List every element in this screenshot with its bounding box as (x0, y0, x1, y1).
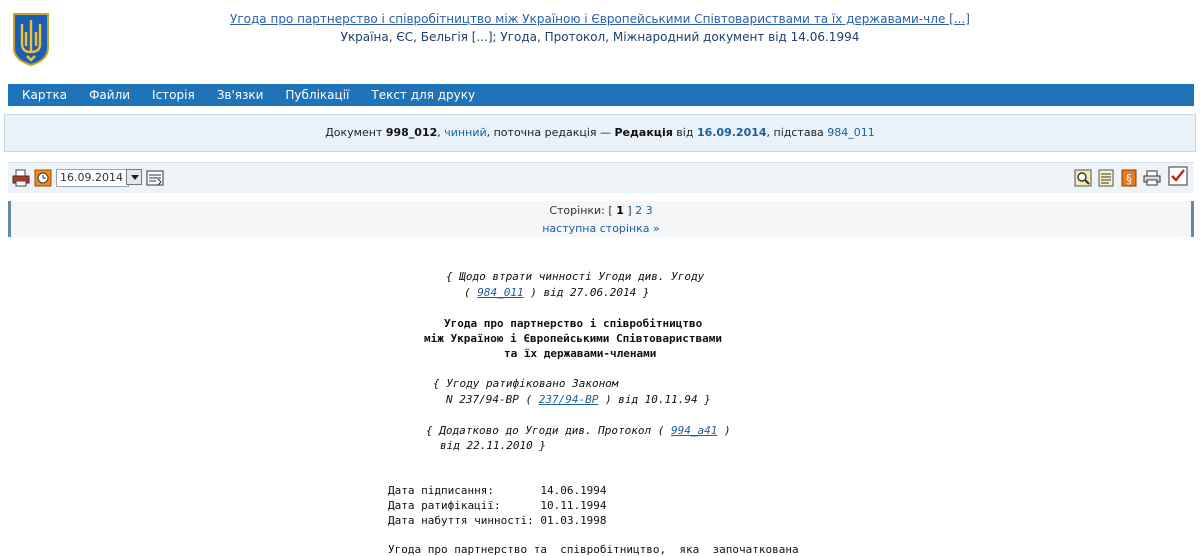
nav-item-history[interactable]: Історія (152, 88, 195, 102)
nav-item-publications[interactable]: Публікації (285, 88, 350, 102)
date-entry-force-label: Дата набуття чинності: (388, 514, 541, 527)
doc-sep: , (437, 126, 445, 139)
compare-icon[interactable] (146, 169, 164, 187)
pager-bracket-close: ] (623, 204, 632, 217)
doc-basis-label: , підстава (766, 126, 828, 139)
note3-pre: { Додатково до Угоди див. Протокол ( (426, 424, 672, 437)
note-ratified-ref (446, 393, 711, 406)
date-entry-force-row (388, 514, 607, 527)
doc-edition-label: Редакція (614, 126, 673, 139)
date-signing-label: Дата підписання: (388, 484, 541, 497)
note2-post: ) від 10.11.94 } (598, 393, 711, 406)
page-navigator (8, 201, 1194, 237)
svg-text:§: § (1126, 172, 1132, 186)
date-signing-value: 14.06.1994 (540, 484, 607, 497)
doc-body-line: Угода про партнерство та співробітництво, яка започаткована (388, 543, 799, 556)
note2-pre: N 237/94-ВР ( (446, 393, 539, 406)
document-subtitle: Україна, ЄС, Бельгія [...]; Угода, Протокол, Міжнародний документ від 14.06.1994 (340, 30, 860, 44)
date-entry-force-value: 01.03.1998 (540, 514, 607, 527)
note3-post: ) (717, 424, 731, 437)
note2-link[interactable]: 237/94-ВР (538, 393, 599, 406)
note-loss-validity: { Щодо втрати чинності Угоди див. Угоду (446, 270, 705, 283)
doc-from: від (672, 126, 697, 139)
doc-title-line-2: між Україною і Європейськими Співтовариствами (424, 332, 723, 345)
document-toolbar (8, 162, 1194, 193)
list-doc-icon[interactable] (1097, 169, 1115, 187)
document-title-link[interactable]: Угода про партнерство і співробітництво між Україною і Європейськими Співтовариствами та їх державами-чле [...] (230, 12, 970, 26)
note-ratified: { Угоду ратифіковано Законом (433, 377, 619, 390)
pager-label: Сторінки: (549, 204, 609, 217)
printer-icon[interactable] (12, 169, 30, 187)
date-ratification-row (388, 499, 607, 512)
note-protocol (426, 424, 731, 437)
search-doc-icon[interactable] (1074, 169, 1092, 187)
doc-basis-link[interactable]: 984_011 (827, 126, 875, 139)
nav-item-files[interactable]: Файли (89, 88, 131, 102)
main-nav (8, 84, 1194, 106)
doc-status: чинний (444, 126, 487, 139)
check-icon[interactable] (1168, 166, 1188, 186)
pager-current-page: 1 (616, 204, 624, 217)
pager-next-link[interactable]: наступна сторінка » (542, 222, 660, 235)
doc-title-line-1: Угода про партнерство і співробітництво (444, 317, 703, 330)
doc-prefix: Документ (325, 126, 386, 139)
nav-item-card[interactable]: Картка (22, 88, 68, 102)
pager-page-3[interactable]: 3 (645, 204, 653, 217)
edition-date-select[interactable]: 16.09.2014 (56, 169, 129, 187)
doc-edition-date: 16.09.2014 (696, 126, 767, 139)
doc-mid: , поточна редакція — (486, 126, 615, 139)
doc-id: 998_012 (385, 126, 438, 139)
chevron-down-icon[interactable] (126, 169, 142, 185)
pager-bracket-open: [ (608, 204, 617, 217)
page-header (0, 0, 1200, 84)
print-icon[interactable] (1143, 169, 1161, 187)
document-info-bar (4, 114, 1196, 152)
pager-page-2[interactable]: 2 (635, 204, 643, 217)
doc-title-line-3: та їх державами-членами (504, 347, 657, 360)
date-signing-row (388, 484, 607, 497)
nav-item-links[interactable]: Зв'язки (216, 88, 264, 102)
nav-item-print-text[interactable]: Текст для друку (371, 88, 476, 102)
date-ratification-label: Дата ратифікації: (388, 499, 541, 512)
note1-link[interactable]: 984_011 (477, 286, 524, 299)
date-ratification-value: 10.11.1994 (540, 499, 607, 512)
clock-icon[interactable] (34, 169, 52, 187)
note-protocol-date: від 22.11.2010 } (440, 439, 546, 452)
note1-pre: ( (464, 286, 478, 299)
note-loss-validity-ref (464, 286, 649, 299)
note3-link[interactable]: 994_a41 (671, 424, 718, 437)
note1-post: ) від 27.06.2014 } (523, 286, 650, 299)
paragraph-icon[interactable] (1120, 169, 1138, 187)
